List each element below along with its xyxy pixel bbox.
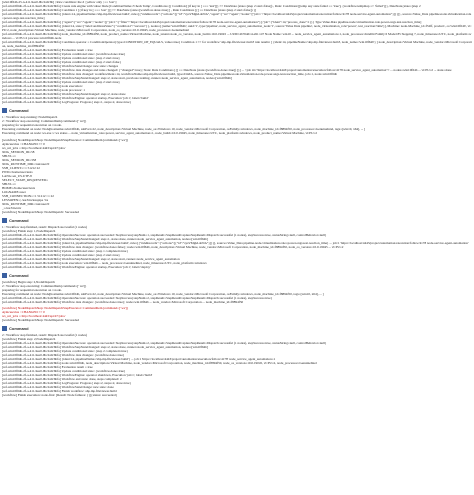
log-line: ws_uri_jobs = http://localhost:4443/api/47/jobs/ [2,314,66,318]
log-line: [ref-win10f64b-2f-a-411-9ee0-9bc2a0c6bfa] Update conditional state: {step 2 completed=true} [2,349,128,353]
log-line: [ref-win10f64b-2f-a-411-9ee0-9bc2a0c6bfa] {ident=14, pipelineName='ahp.mp.fileviewer.build', rule=[{"ruleRecords":{"actions":[{"id":"sysVMgkLabNA","agent":{"ws":"agent","nodes":["job:1 \"https://localhost:4443/project/automation/execution/follow/4178 node-service-agent-automation"}]}}]}, source=Value_Data pipeline.node.virtualization.role=power.ongs.test.reaction_time] [2,12,472,20]
log-line: [ref-win10f64b-2f-a-411-9ee0-9bc2a0c6bfa] node=win10f64b, node_description=Virtual Machine, node_vendor=Microsoft Corporation, node_machine_id=f8894f50, node_os_version=10.0.19045, vCPU=2, node_processor=GenuineIntel [2,361,317,365]
log-line: Ayincuscrius : CHANGED >> 0 [2,142,45,146]
log-line: preparing for sequential execution on 1 node. [2,123,62,127]
log-line: [ref-win10f64b-2f-a-411-9ee0-9bc2a0c6bfa] Update conditional state: {step 2 start=true} [2,80,120,84]
log-line: 1 : Workflow step running: NodeDispatch [2,115,58,119]
log-line: [ref-win10f64b-2f-a-411-9ee0-9bc2a0c6bfa] Create rule engine with value: Rule{ConditionName='Check Temp', Conditions=[{ Condition:[{if key in [ === 'test']]} >> DateState (state=[step 2 start=false]) , Rule: Conditions:[[temp any state failed == 'true'], {workflow.tempmap => 'failed'}]}, DateState{state=[step 2 [2,4,422,8]
log-line: 2 : Workflow step executing: CommandItem{command=[' ws']} [2,119,87,123]
log-line: [ref-win10f64b-2f-a-411-9ee0-9bc2a0c6bfa] WorkflowStepStateChanged: step=1, state=done, runner=node_service_agent_automation, nodes=[win10f64b] [2,237,209,241]
log-line: SSH_CONNECTION=::1 51212 ::1 22 [2,194,54,198]
log-block-step1-finish [2,225,472,269]
log-line: [ref-win10f64b-2f-a-411-9ee0-9bc2a0c6bfa] node execution: [2,84,83,88]
log-line: [ref-win10f64b-2f-a-411-9ee0-9bc2a0c6bfa] Update conditional state: {workflow.done=true} [2,369,126,373]
log-line: [ref-win10f64b-2f-a-411-9ee0-9bc2a0c6bfa] Update conditional state: {step 2 start=false} [2,60,121,64]
log-line: [ref-win10f64b-2f-a-411-9ee0-9bc2a0c6bfa] Update conditional state: {workflow.done=true} [2,52,126,56]
log-line: [ref-win10f64b-2f-a-411-9ee0-9bc2a0c6bfa] {ident:14, pipelineName='ahp.mp.fileviewer.build', rule=[{"ruleRecords":{"actions":[{"id":"sysVMgkLabNA"}]}}], source=Value_Data pipeline.node.virtualization.role=power.ongs.test.reaction_time} ... job:1 'https://localhost:4443/project/automation/execution/follow/4178 node-service-agent-automation' [2,241,469,245]
log-line: [workflow] NodeDispatchStep: NodeDispatch: Succeeded [2,210,79,214]
log-block-finish [2,333,472,397]
log-line: [ref-win10f64b-2f-a-411-9ee0-9bc2a0c6bfa] Evaluation result = true [2,48,93,52]
log-block-step1 [2,115,472,135]
log-block-step2-highlight [2,306,472,318]
command-label: Command [9,325,29,331]
log-line: [ref-win10f64b-2f-a-411-9ee0-9bc2a0c6bfa] Update conditional state: {step 2 start=true} [2,56,120,60]
log-block-step1-output [2,138,472,214]
command-section-header[interactable] [2,105,472,115]
command-section-header[interactable] [2,323,472,333]
log-line: [ref-win10f64b-2f-a-411-9ee0-9bc2a0c6bfa] {ident:14, state:{"ruleConditionsState":{"condition1":"success"}}, nodes=[{name:'win10f64b', uuid:'1', type:'pipeline', node_service_agent_automation_node:'1', source:'Value Data pipeline', node_virtualization_role:'power', test_reaction:'time'}], Machine: node-Machine_id=f52ff, product:, os:'win10f64b', vCPU:2, node_description=Virtual Machine, node_vendor=Microsoft Corporation, node_os_version=10.0.19045, node_processor=GenuineIntel [2,24,472,32]
log-line: [ref-win10f64b-2f-a-411-9ee0-9bc2a0c6bfa] Workflow end state: done, steps completed: 2 [2,377,122,381]
log-line: [ref-win10f64b-2f-a-411-9ee0-9bc2a0c6bfa] WorkflowStateChange: new state: changes [2,64,118,68]
log-line: LOGNAME=user [2,190,26,194]
log-line: LESSOPEN=| /usr/bin/lesspipe %s [2,198,49,202]
log-line: [ref-win10f64b-2f-a-411-9ee0-9bc2a0c6bfa] Workflow data changes: {workflow.done=false}; node=win10f64b, node_description=Virtual Machine, node_vendor=Microsoft Corporation, node_machine_id=f8894f50, node_os_version=10.0.19045 ... vCPU=2 [2,245,344,249]
log-line: [workflow] Finish execution: node-first: [Result: Node failures: {}]{status: succeeded} [2,393,118,397]
log-line: [ref-win10f64b-2f-a-411-9ee0-9bc2a0c6bfa] LogProgress: Progress{ step=2, steps=2, done=true} [2,381,132,385]
command-section-header[interactable] [2,215,472,225]
log-line: ws_uri_jobs = http://localhost:4443/api/47/jobs/ [2,146,66,150]
log-line: [ref-win10f64b-2f-a-411-9ee0-9bc2a0c6bfa] node processor: 1 [2,88,85,92]
log-line: SHLVL=1 [2,182,16,186]
log-line: [workflow] NodeDispatchStep: NodeDispatch: Succeeded [2,318,79,322]
log-line: [ref-win10f64b-2f-a-411-9ee0-9bc2a0c6bfa] OperationSuccess: operation succeeded: StepSuccess{stepNum=2, stepResult=StepResultCaptureStepResult=Dispatch successful (1 nodes), stepSuccess=true, statusString=null, controlBehavior=null} [2,341,327,345]
log-line: [workflow] NodeDispatchStep: NodeDispatchStepExecutor: CommandItem{command=[' ws']} [2,306,129,310]
log-line: LANG=en_US.UTF-8 [2,174,32,178]
log-line: [workflow] Begin step: 2,NodeDispatch [2,280,55,284]
log-line: [win10f64b-25-n-411-9ee0-9bc2a0c6b] | Raw condition: the # | yellow only | == 'test' || [2,0,117,4]
log-line: [ref-win10f64b-2f-a-411-9ee0-9bc2a0c6bfa] Workflow data changes: {workflow.done=true} [2,353,125,357]
command-section-header[interactable] [2,270,472,280]
log-block-rule-engine [2,0,472,104]
log-line: Executing command on node: Node[hostname=win10f64b, sshPort=22, node_description=Virtual Machine, node_os=Windows 10, node_vendor=Microsoft Corporation, osFamily=windows, node_machine_id=f8894f50, node_processor=GenuineIntel, tags=[win10, x64], ... ] [2,127,366,131]
log-line: [ref-win10f64b-2f-a-411-9ee0-9bc2a0c6bfa] OperationSuccess: operation succeeded: StepSuccess{stepNum=1, stepResult=StepResultCaptureStepResult=Dispatch successful (1 nodes), stepSuccess=true, statusString=null, controlBehavior=null} [2,233,327,237]
command-label: Command [9,107,29,113]
command-icon [2,108,7,113]
log-block-step2 [2,280,472,304]
log-line: SHLVL=1 [2,154,16,158]
log-line: [ref-win10f64b-2f-a-411-9ee0-9bc2a0c6bfa] Workflow data changes: {workflow.done=true}; node=win10f64b ... node_vendor=Microsoft Corporation ... node_machine_id=f8894f50 [2,300,244,304]
log-line: [ref-win10f64b-2f-a-411-9ee0-9bc2a0c6bfa] WorkflowStateChange: new state: done [2,385,114,389]
log-line: Ayincuscrius : CHANGED >> 0 [2,310,45,314]
log-line: [ref-win10f64b-2f-a-411-9ee0-9bc2a0c6bfa] {"agent":{"ws":"agent","nodes":[{"job:1":{"filter":"https://localhost:4443/project/automation/execution/follow/4178 node-service-agent-automation"}],"job":{"ident":14,"process_done":1}}} Type Value.Data pipeline.node.virtualization.role.power.ongs.test.reaction_time] [2,20,422,24]
log-line: [workflow] Finish step: 2,NodeDispatch [2,337,56,341]
log-line: XDG_RUNTIME_DIR=/run/user/0 [2,202,50,206]
log-line: [ref-win10f64b-2f-a-411-9ee0-9bc2a0c6bfa] Condition 1 [{if key in [ === 'test' ]}] >> DateState (state=[workflow.done=true] ] , Rule Conditions [{[ == DateState (state=[step 2 start=false]) }] [2,8,257,12]
execution-log [2,0,472,495]
log-line: [ref-win10f64b-2f-a-411-9ee0-9bc2a0c6bfa] WorkflowStepStateChanged: step=2, state=start, runner=node_service_agent_automation [2,257,180,261]
log-line: Executing command on node: ws.exe /c ws status ... node_virtualization_role=power, service_agent_automation=1, node_build=10.0.19045, node_timezone=UTC, node_platform=windows, node_product_name=Virtual Machine, vCPU=2 [2,131,318,135]
log-line: [ref-win10f64b-2f-a-411-9ee0-9bc2a0c6bfa] WorkflowStepStateChanged: step=2, state=done [2,92,126,96]
log-line: [ref-win10f64b-2f-a-411-9ee0-9bc2a0c6bfa] WorkflowEngine: operator startup, Execution 'job:1', label='deploy' [2,265,151,269]
log-line: [ref-win10f64b-2f-a-411-9ee0-9bc2a0c6bfa] Update conditional state: {step 2 start=true} [2,253,120,257]
log-block-step2-after [2,318,472,322]
log-line: [ref-win10f64b-2f-a-411-9ee0-9bc2a0c6bfa] WorkflowStepStateChanged: step=2, state=done, runner=node_service_agent_automation, nodes=[win10f64b] [2,345,209,349]
log-line: [workflow] Finish step: 1,NodeDispatch [2,229,56,233]
log-line: preparing for sequential execution on 1 node. [2,288,62,292]
log-line: [ref-win10f64b-2f-a-411-9ee0-9bc2a0c6bfa] {ident:14, pipelineName='ahp.mp.fileviewer.build'} ... job:1 'https://localhost:4443/project/automation/execution/follow/4178' node_service_agent_automation=1 [2,357,276,361]
log-line: [ref-win10f64b-2f-a-411-9ee0-9bc2a0c6bfa] node_machine_id=f8894f50, node_product_name=Virtual Machine, node_tenant=node_os_version, node_build=10.0.19045 ... UUID 4b76dd1d-abb 1d7 Node Name: win10 ... node_service_agent_automation=1, node_processor=Intel64 Family 6 Model 85 Stepping 7, node_timezone=UTC, node_platform=windows ... vCPU=2 process=win10f64b.node [2,32,472,40]
log-line: PWD=/home/user/tests [2,170,33,174]
command-label: Command [9,217,29,223]
log-line: XDG_SESSION_ID=58 [2,150,35,154]
log-line: [ref-win10f64b-2f-a-411-9ee0-9bc2a0c6bfa] node execution: win10f64b ... node_processor=GenuineIntel, node_timezone=UTC, node_platform=windows [2,261,207,265]
log-line: [ref-win10f64b-2f-a-411-9ee0-9bc2a0c6bfa] LogProgress: Progress{ step=1, steps=2, done=true} [2,100,132,104]
log-line: XDG_RUNTIME_DIR=/run/user/0 [2,162,50,166]
log-line: [workflow] NodeDispatchStep: NodeDispatchStepExecutor: CommandItem{command=[' ws']} [2,138,129,142]
log-line: Executing command on node: Node[hostname=win10f64b, sshPort=22, node_description=Virtual Machine, node_os=Windows 10, node_vendor=Microsoft Corporation, osFamily=windows, node_machine_id=f8894f50, tags=[win10, x64], ... ] [2,292,324,296]
command-icon [2,273,7,278]
log-line: SSH_CLIENT=::1 51212 22 [2,166,40,170]
log-line: HOME=/home/user/tests [2,186,35,190]
log-line: 1 : Workflow step finished, result: Dispatch successful (1 nodes) [2,225,88,229]
log-line: 2 : Workflow step finished, result: Dispatch successful (1 nodes) [2,333,88,337]
log-line: 2 : Workflow step executing: CommandItem{command=[' ws']} [2,284,87,288]
log-line: [ref-win10f64b-2f-a-411-9ee0-9bc2a0c6bfa] Update conditional state: {step 1 completed=true} [2,249,128,253]
log-line: [ref-win10f64b-2f-a-411-9ee0-9bc2a0c6bfa] Evaluation result = true [2,365,93,369]
log-line: XDG_SESSION_ID=358 [2,158,37,162]
log-line: SELECT_STATE_REQUESTED= [2,178,49,182]
log-line: [ref-win10f64b-2f-a-411-9ee0-9bc2a0c6bfa] WorkflowEngine: operator startup, Execution 'job:1', label='build' [2,96,149,100]
log-line: [ref-win10f64b-2f-a-411-9ee0-9bc2a0c6bfa] WorkflowEngine: operator shutdown, Execution 'job:1', label='build' [2,373,153,377]
log-line: [ref-win10f64b-2f-a-411-9ee0-9bc2a0c6bfa] Finish workflow: ahp.mp.fileviewer.build [2,389,117,393]
log-line: _=/usr/bin/env [2,206,22,210]
command-icon [2,218,7,223]
log-line: [ref-win10f64b-2f-a-411-9ee0-9bc2a0c6bfa] OperationSuccess: operation succeeded: StepSuccess{stepNum=2, stepResult=StepResultCaptureStepResult=Dispatch successful (1 nodes), stepSuccess=true} [2,296,273,300]
command-label: Command [9,272,29,278]
log-line: [ref-win10f64b-2f-a-411-9ee0-9bc2a0c6bfa] WorkflowStepStateChanged: step=2, state=start, previous=waiting, runner=node_service_agent_automation, nodes=[win10f64b] [2,76,233,80]
log-line: [ref-win10f64b-2f-a-411-9ee0-9bc2a0c6bfa] Workflow data changed: workflowIdent=14, workflowName=ahp.mp.fileviewer.build, type=DATA, source=Value_Data pipeline.node.virtualization.role.power.ongs.test.reaction_time, job=1, node=win10f64b [2,72,338,76]
log-line: [ref-win10f64b-2f-a-411-9ee0-9bc2a0c6bfa] Workflow data changes and rules changed: {"changed":true}; State: Rule Conditions [{[ == DateState (state=[workflow.done=true]) ]}] ... <job id="https://localhost:4443/project/automation/execution/follow/4178 node_service_agent_automation"> ... nodes=win10f64b ... vCPU=2 ... state=done [2,68,452,72]
command-icon [2,326,7,331]
log-line: [ref-win10f64b-2f-a-411-9ee0-9bc2a0c6bfa] Condition operator = ConditionOperator{type=CONDITION_OP_EQUALS, value=true} Condition 1 >> for workflow 'ahp-mp-fileviewer-build' rule results: [ {ident:14, pipelineName='ahp.mp.fileviewer.build', node_name='win10f64b'} ] node_description=Virtual Machine, node_vendor=Microsoft Corporation, node_machine_id=f8894f50 [2,40,472,48]
